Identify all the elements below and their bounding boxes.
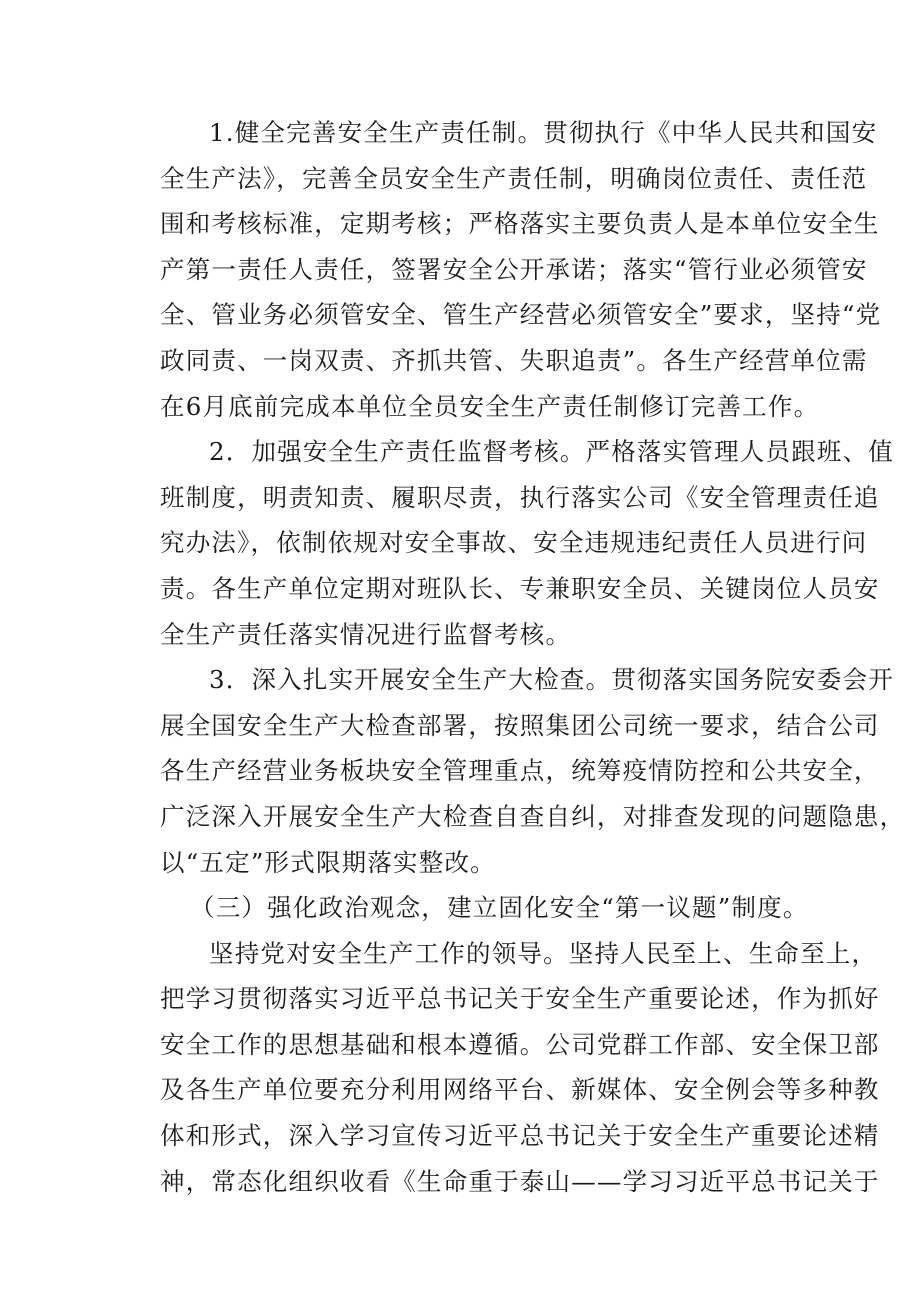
- paragraph-3-line-3: 各生产经营业务板块安全管理重点，统筹疫情防控和公共安全，: [160, 756, 880, 786]
- paragraph-3-line-2: 展全国安全生产大检查部署，按照集团公司统一要求，结合公司: [160, 710, 880, 740]
- paragraph-1-line-7: 在6月底前完成本单位全员安全生产责任制修订完善工作。: [160, 391, 820, 421]
- section-heading: （三）强化政治观念，建立固化安全“第一议题”制度。: [190, 893, 809, 923]
- paragraph-1-line-6: 政同责、一岗双责、齐抓共管、失职追责”。各生产经营单位需: [160, 345, 868, 375]
- paragraph-1-line-2: 全生产法》，完善全员安全生产责任制，明确岗位责任、责任范: [160, 163, 868, 193]
- paragraph-1-line-5: 全、管业务必须管安全、管生产经营必须管安全”要求，坚持“党: [160, 300, 882, 330]
- paragraph-3-line-1: 3．深入扎实开展安全生产大检查。贯彻落实国务院安委会开: [209, 665, 894, 695]
- paragraph-2-line-4: 责。各生产单位定期对班队长、专兼职安全员、关键岗位人员安: [160, 573, 880, 603]
- paragraph-5-line-4: 及各生产单位要充分利用网络平台、新媒体、安全例会等多种教: [160, 1075, 880, 1105]
- paragraph-3-line-5: 以“五定”形式限期落实整改。: [160, 847, 496, 877]
- paragraph-5-line-3: 安全工作的思想基础和根本遵循。公司党群工作部、安全保卫部: [160, 1029, 880, 1059]
- paragraph-2-line-2: 班制度，明责知责、履职尽责，执行落实公司《安全管理责任追: [160, 482, 880, 512]
- paragraph-2-line-5: 全生产责任落实情况进行监督考核。: [160, 619, 572, 649]
- document-body: [160, 110, 906, 1204]
- paragraph-5-line-2: 把学习贯彻落实习近平总书记关于安全生产重要论述，作为抓好: [160, 984, 880, 1014]
- paragraph-5-line-6: 神，常态化组织收看《生命重于泰山——学习习近平总书记关于: [160, 1166, 880, 1196]
- paragraph-5-line-1: 坚持党对安全生产工作的领导。坚持人民至上、生命至上，: [209, 938, 878, 968]
- paragraph-5-line-5: 体和形式，深入学习宣传习近平总书记关于安全生产重要论述精: [160, 1121, 880, 1151]
- paragraph-1-line-4: 产第一责任人责任，签署安全公开承诺；落实“管行业必须管安: [160, 254, 868, 284]
- paragraph-3-line-4: 广泛深入开展安全生产大检查自查自纠，对排查发现的问题隐患，: [160, 801, 906, 831]
- paragraph-1-line-3: 围和考核标准，定期考核；严格落实主要负责人是本单位安全生: [160, 209, 880, 239]
- paragraph-1-line-1: 1.健全完善安全生产责任制。贯彻执行《中华人民共和国安: [209, 118, 878, 147]
- paragraph-2-line-3: 究办法》，依制依规对安全事故、安全违规违纪责任人员进行问: [160, 528, 868, 558]
- paragraph-2-line-1: 2．加强安全生产责任监督考核。严格落实管理人员跟班、值: [209, 437, 894, 467]
